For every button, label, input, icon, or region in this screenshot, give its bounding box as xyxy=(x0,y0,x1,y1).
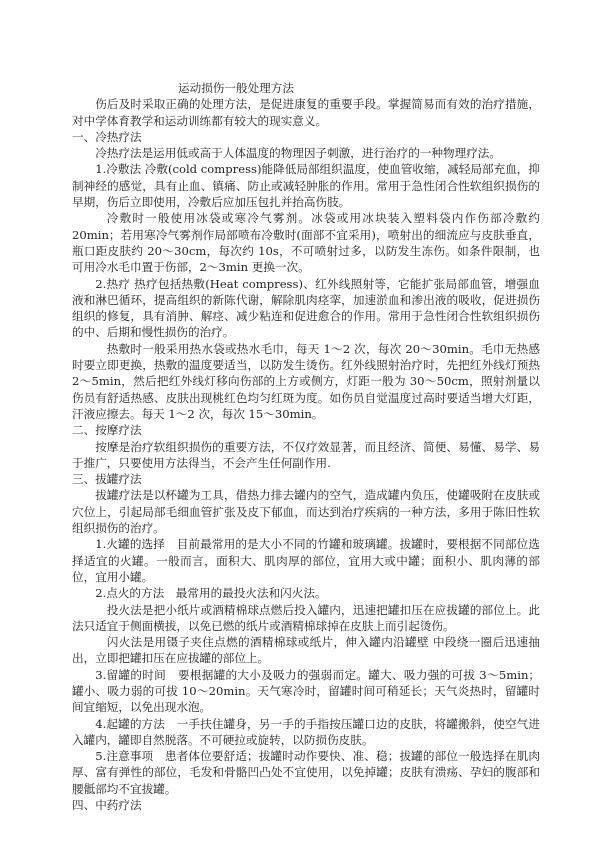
paragraph: 拔罐疗法是以杯罐为工具，借热力排去罐内的空气，造成罐内负压，使罐吸附在皮肤或穴位上，引起局部毛细血管扩张及皮下郁血，而达到治疗疾病的一种方法，多用于陈旧性软组织损伤的治疗。 xyxy=(72,488,540,536)
paragraph: 1.火罐的选择 目前最常用的是大小不同的竹罐和玻璃罐。拔罐时，要根据不同部位选择适宜的火罐。一般而言，面积大、肌肉厚的部位，宜用大或中罐；面积小、肌肉薄的部位，宜用小罐。 xyxy=(72,537,540,584)
paragraph-cold-compress: 1.冷敷法 冷敷(cold compress)能降低局部组织温度，使血管收缩，减轻局部充血，抑制神经的感觉，具有止血、镇痛、防止或减轻肿胀的作用。常用于急性闭合性软组织损伤的早期，伤后立即使用，冷敷后应加压包扎并抬高伤肢。 xyxy=(72,162,540,210)
paragraph: 3.留罐的时间 要根据罐的大小及吸力的强弱而定。罐大、吸力强的可拔 3～5min；罐小、吸力弱的可拔 10～20min。天气寒冷时，留罐时间可稍延长；天气炎热时，留罐时间宜缩短，以免出现水泡。 xyxy=(72,667,540,715)
section-heading-cupping: 三、拔罐疗法 xyxy=(72,472,142,487)
section-heading-cold-heat: 一、冷热疗法 xyxy=(72,129,142,144)
paragraph: 热敷时一般采用热水袋或热水毛巾，每天 1～2 次，每次 20～30min。毛巾无热感时要立即更换，热敷的温度要适当，以防发生烫伤。红外线照射治疗时，先把红外线灯预热 2～5min，然后把红外线灯移向伤部的上方或侧方，灯距一般为 30～50cm，照射剂量以伤员有舒适热感、皮肤出现桃红色均匀红斑为度。如伤员自觉温度过高时要适当增大灯距，汗液应擦去。每天 1～2 次，每次 15～30min。 xyxy=(72,341,540,421)
document-body xyxy=(72,80,540,813)
paragraph-heat-therapy: 2.热疗 热疗包括热敷(Heat compress)、红外线照射等，它能扩张局部血管，增强血液和淋巴循环，提高组织的新陈代谢，解除肌肉痉挛，加速淤血和渗出液的吸收，促进损伤组织的修复，具有消肿、解痉、减少粘连和促进愈合的作用。常用于急性闭合性软组织损伤的中、后期和慢性损伤的治疗。 xyxy=(72,276,540,340)
paragraph: 闪火法是用镊子夹住点燃的酒精棉球或纸片，伸入罐内沿罐壁 中段绕一圈后迅速抽出，立即把罐扣压在应拔罐的部位上。 xyxy=(72,635,540,666)
paragraph: 4.起罐的方法 一手扶住罐身，另一手的手指按压罐口边的皮肤，将罐搬斜，使空气进入罐内，罐即自然脱落。不可硬拉或旋转，以防损伤皮肤。 xyxy=(72,716,540,747)
paragraph: 2.点火的方法 最常用的最投火法和闪火法。 xyxy=(95,586,327,601)
paragraph: 5.注意事项 患者体位要舒适；拔罐时动作要快、准、稳；拔罐的部位一般选择在肌肉厚、富有弹性的部位，毛发和骨骼凹凸处不宜使用，以免掉罐；皮肤有溃疡、孕妇的腹部和腰骶部均不宜拔罐。 xyxy=(72,749,540,796)
paragraph: 投火法是把小纸片或酒精棉球点燃后投入罐内，迅速把罐扣压在应拔罐的部位上。此法只适宜于侧面横拔，以免已燃的纸片或酒精棉球掉在皮肤上而引起烫伤。 xyxy=(72,602,540,633)
intro-paragraph: 伤后及时采取正确的处理方法，是促进康复的重要手段。掌握简易而有效的治疗措施，对中学体育教学和运动训练都有较大的现实意义。 xyxy=(72,97,540,128)
document-title: 运动损伤一般处理方法 xyxy=(178,81,294,95)
paragraph: 冷敷时一般使用冰袋或寒冷气雾剂。冰袋或用冰块装入塑料袋内作伤部冷敷约 20min；若用寒冷气雾剂作局部喷布冷敷时(面部不宜采用)，喷射出的细流应与皮肤垂直，瓶口距皮肤约 20～30cm，每次约 10s，不可喷射过多，以防发生冻伤。如条件限制，也可用冷水毛巾置于伤部，2～3min 更换一次。 xyxy=(72,211,540,275)
paragraph: 按摩是治疗软组织损伤的重要方法，不仅疗效显著，而且经济、简便、易懂、易学、易于推广，只要使用方法得当，不会产生任何副作用. xyxy=(72,439,540,470)
paragraph: 冷热疗法是运用低或高于人体温度的物理因子刺激，进行治疗的一种物理疗法。 xyxy=(95,146,501,161)
section-heading-herbal: 四、中药疗法 xyxy=(72,798,142,813)
section-heading-massage: 二、按摩疗法 xyxy=(72,423,142,438)
